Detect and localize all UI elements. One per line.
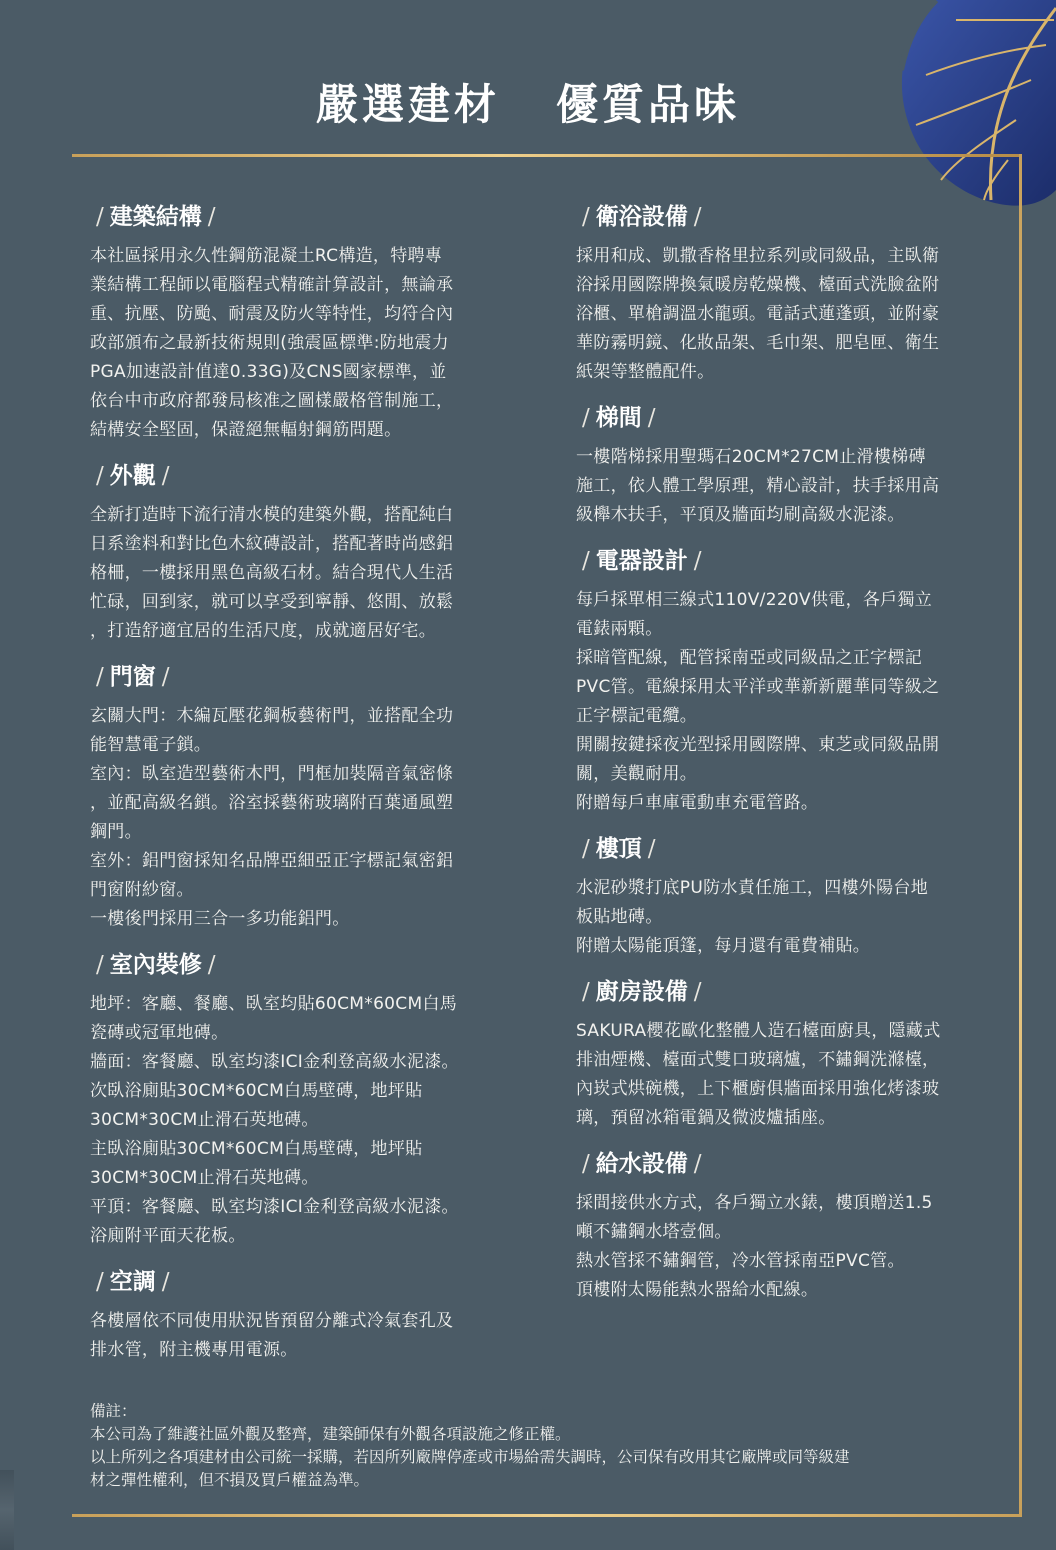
section-heading-text: 室內裝修 (109, 951, 202, 978)
page-title (0, 72, 1056, 132)
spec-line: 忙碌，回到家，就可以享受到寧靜、悠閒、放鬆 (90, 592, 454, 612)
notes-line: 材之彈性權利，但不損及買戶權益為準。 (90, 1471, 370, 1489)
section-heading: / 衛浴設備 / (582, 203, 702, 230)
section-heading: / 梯間 / (582, 404, 656, 431)
spec-line: 政部頒布之最新技術規則(強震區標準:防地震力 (90, 333, 449, 353)
section-heading-text: 外觀 (109, 462, 156, 489)
spec-line: 能智慧電子鎖。 (90, 735, 212, 755)
section-heading-text: 衛浴設備 (595, 203, 688, 230)
section-heading: / 樓頂 / (582, 835, 656, 862)
spec-line: 一樓階梯採用聖瑪石20CM*27CM止滑樓梯磚 (576, 447, 926, 467)
section-heading-text: 廚房設備 (595, 978, 688, 1005)
spec-line: 門窗附紗窗。 (90, 880, 194, 900)
spec-line: 熱水管採不鏽鋼管，冷水管採南亞PVC管。 (576, 1251, 905, 1271)
spec-line: 附贈每戶車庫電動車充電管路。 (576, 793, 819, 813)
spec-line: 採間接供水方式，各戶獨立水錶，樓頂贈送1.5 (576, 1193, 933, 1213)
spec-line: 關，美觀耐用。 (576, 764, 698, 784)
spec-line: 主臥浴廁貼30CM*60CM白馬壁磚，地坪貼 (90, 1139, 423, 1159)
spec-section (576, 1147, 988, 1305)
spec-line: 結構安全堅固，保證絕無輻射鋼筋問題。 (90, 420, 402, 440)
section-heading-text: 梯間 (595, 404, 642, 431)
gold-divider-bottom (72, 1514, 1022, 1517)
spec-line: 採用和成、凱撒香格里拉系列或同級品，主臥衛 (576, 246, 940, 266)
section-heading-text: 建築結構 (109, 203, 202, 230)
spec-section (90, 660, 505, 934)
spec-section (90, 1265, 505, 1365)
section-heading-text: 電器設計 (595, 547, 688, 574)
section-heading-text: 樓頂 (595, 835, 642, 862)
spec-line: 採暗管配線，配管採南亞或同級品之正字標記 (576, 648, 922, 668)
spec-section (90, 459, 505, 646)
spec-line: 室內：臥室造型藝術木門，門框加裝隔音氣密條 (90, 764, 454, 784)
spec-line: 噸不鏽鋼水塔壹個。 (576, 1222, 732, 1242)
spec-line: 室外：鋁門窗採知名品牌亞細亞正字標記氣密鋁 (90, 851, 454, 871)
spec-line: 30CM*30CM止滑石英地磚。 (90, 1110, 319, 1130)
section-heading: / 門窗 / (96, 663, 170, 690)
spec-line: 浴採用國際牌換氣暖房乾燥機、檯面式洗臉盆附 (576, 275, 940, 295)
spec-line: 內崁式烘碗機，上下櫃廚俱牆面採用強化烤漆玻 (576, 1079, 940, 1099)
spec-line: 平頂：客餐廳、臥室均漆ICI金利登高級水泥漆。 (90, 1197, 459, 1217)
spec-line: 地坪：客廳、餐廳、臥室均貼60CM*60CM白馬 (90, 994, 458, 1014)
title-part-2: 優質品味 (556, 80, 741, 129)
spec-section (90, 948, 505, 1251)
spec-line: 本社區採用永久性鋼筋混凝土RC構造，特聘專 (90, 246, 443, 266)
spec-section (576, 544, 988, 818)
spec-line: 開關按鍵採夜光型採用國際牌、東芝或同級品開 (576, 735, 940, 755)
notes-section (90, 1400, 990, 1492)
spec-line: 級櫸木扶手，平頂及牆面均刷高級水泥漆。 (576, 505, 905, 525)
spec-line: ，打造舒適宜居的生活尺度，成就適居好宅。 (90, 621, 436, 641)
spec-line: 鋼門。 (90, 822, 142, 842)
spec-line: 一樓後門採用三合一多功能鋁門。 (90, 909, 350, 929)
spec-line: 紙架等整體配件。 (576, 362, 715, 382)
spec-line: 板貼地磚。 (576, 907, 663, 927)
notes-line: 以上所列之各項建材由公司統一採購，若因所列廠牌停產或市場給需失調時，公司保有改用其它廠牌或同等級建 (90, 1448, 850, 1466)
section-heading: / 電器設計 / (582, 547, 702, 574)
gold-border-right (1019, 154, 1022, 1516)
section-heading-text: 給水設備 (595, 1150, 688, 1177)
spec-section (90, 200, 505, 445)
notes-line: 本公司為了維護社區外觀及整齊，建築師保有外觀各項設施之修正權。 (90, 1425, 571, 1443)
section-heading: / 空調 / (96, 1268, 170, 1295)
right-column (576, 200, 988, 1319)
corner-decoration (0, 1470, 14, 1550)
spec-line: 日系塗料和對比色木紋磚設計，搭配著時尚感鋁 (90, 534, 454, 554)
spec-line: 施工，依人體工學原理，精心設計，扶手採用高 (576, 476, 940, 496)
gold-divider-top (72, 154, 1022, 157)
spec-line: SAKURA櫻花歐化整體人造石檯面廚具，隱藏式 (576, 1021, 941, 1041)
spec-line: 玄關大門：木編瓦壓花鋼板藝術門，並搭配全功 (90, 706, 454, 726)
spec-line: 璃，預留冰箱電鍋及微波爐插座。 (576, 1108, 836, 1128)
title-part-1: 嚴選建材 (315, 80, 500, 129)
spec-section (576, 975, 988, 1133)
section-heading-text: 門窗 (109, 663, 156, 690)
spec-line: 浴廁附平面天花板。 (90, 1226, 246, 1246)
spec-line: 電錶兩顆。 (576, 619, 663, 639)
spec-line: ，並配高級名鎖。浴室採藝術玻璃附百葉通風塑 (90, 793, 454, 813)
spec-line: 依台中市政府都發局核准之圖樣嚴格管制施工， (90, 391, 454, 411)
spec-section (576, 832, 988, 961)
spec-line: PVC管。電線採用太平洋或華新新麗華同等級之 (576, 677, 940, 697)
spec-line: PGA加速設計值達0.33G)及CNS國家標準，並 (90, 362, 447, 382)
spec-line: 全新打造時下流行清水模的建築外觀，搭配純白 (90, 505, 454, 525)
spec-line: 華防霧明鏡、化妝品架、毛巾架、肥皂匣、衛生 (576, 333, 940, 353)
spec-line: 浴櫃、單槍調溫水龍頭。電話式蓮蓬頭，並附豪 (576, 304, 940, 324)
spec-line: 附贈太陽能頂篷，每月還有電費補貼。 (576, 936, 871, 956)
spec-line: 各樓層依不同使用狀況皆預留分離式冷氣套孔及 (90, 1311, 454, 1331)
spec-section (576, 200, 988, 387)
spec-line: 排水管，附主機專用電源。 (90, 1340, 298, 1360)
left-column (90, 200, 505, 1379)
spec-line: 格柵，一樓採用黑色高級石材。結合現代人生活 (90, 563, 454, 583)
spec-line: 牆面：客餐廳、臥室均漆ICI金利登高級水泥漆。 (90, 1052, 459, 1072)
spec-line: 排油煙機、檯面式雙口玻璃爐，不鏽鋼洗滌檯， (576, 1050, 940, 1070)
notes-label: 備註： (90, 1402, 137, 1420)
spec-line: 瓷磚或冠軍地磚。 (90, 1023, 229, 1043)
section-heading: / 給水設備 / (582, 1150, 702, 1177)
spec-line: 正字標記電纜。 (576, 706, 698, 726)
spec-line: 水泥砂漿打底PU防水責任施工，四樓外陽台地 (576, 878, 928, 898)
spec-section (576, 401, 988, 530)
section-heading: / 室內裝修 / (96, 951, 216, 978)
section-heading: / 建築結構 / (96, 203, 216, 230)
section-heading: / 外觀 / (96, 462, 170, 489)
spec-line: 業結構工程師以電腦程式精確計算設計，無論承 (90, 275, 454, 295)
spec-line: 重、抗壓、防颱、耐震及防火等特性，均符合內 (90, 304, 454, 324)
spec-line: 頂樓附太陽能熱水器給水配線。 (576, 1280, 819, 1300)
spec-line: 30CM*30CM止滑石英地磚。 (90, 1168, 319, 1188)
section-heading: / 廚房設備 / (582, 978, 702, 1005)
spec-line: 每戶採單相三線式110V/220V供電，各戶獨立 (576, 590, 933, 610)
section-heading-text: 空調 (109, 1268, 156, 1295)
spec-line: 次臥浴廁貼30CM*60CM白馬壁磚，地坪貼 (90, 1081, 423, 1101)
